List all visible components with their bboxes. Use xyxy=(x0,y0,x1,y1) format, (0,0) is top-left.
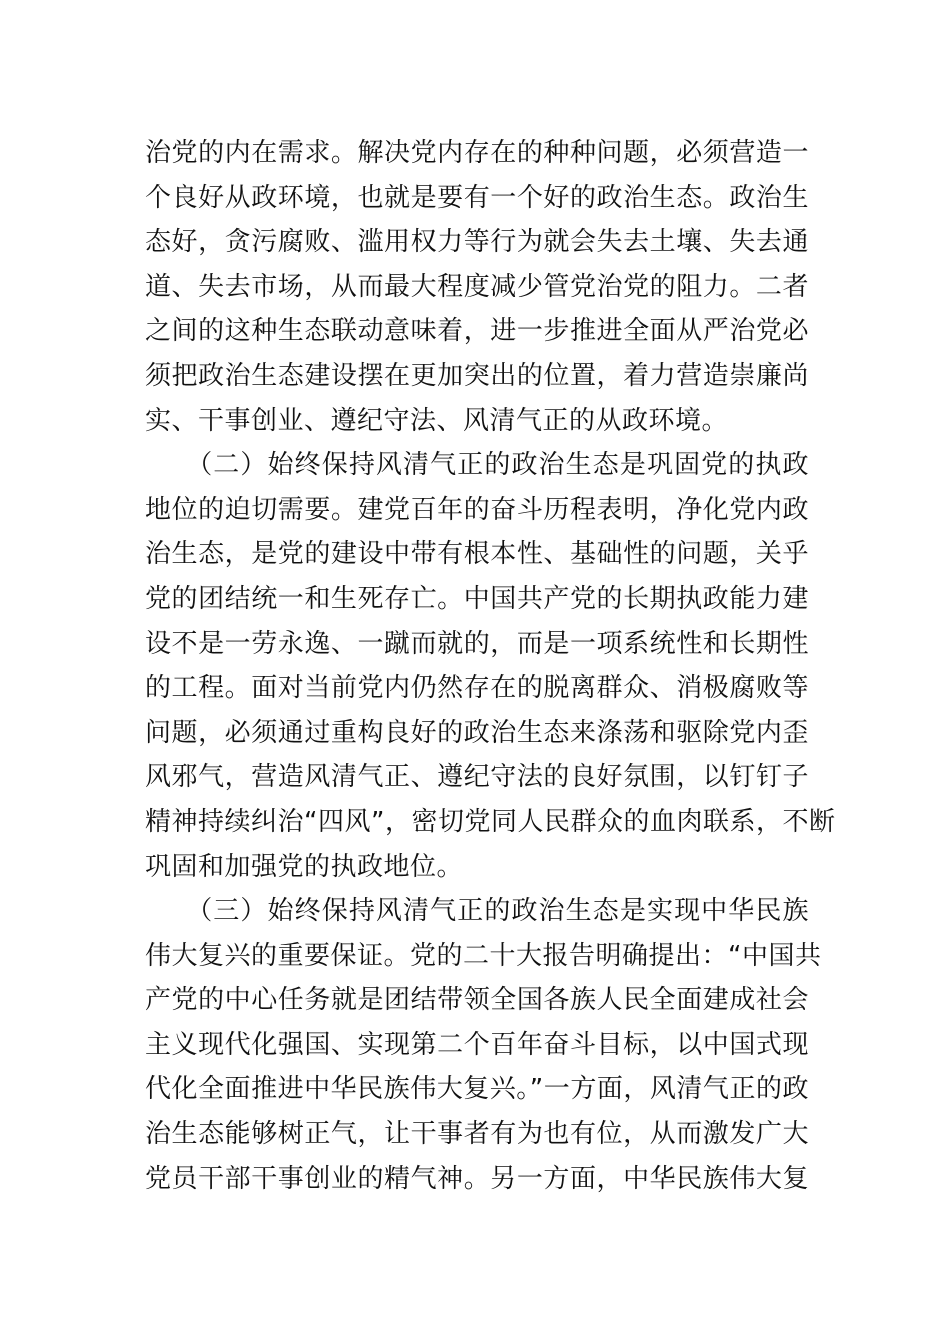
section-heading-line: （二）始终保持风清气正的政治生态是巩固党的执政 xyxy=(145,450,809,481)
text-line: 党员干部干事创业的精气神。另一方面，中华民族伟大复 xyxy=(145,1163,809,1194)
text-line: 主义现代化强国、实现第二个百年奋斗目标，以中国式现 xyxy=(145,1029,809,1060)
paragraph-end-line: 巩固和加强党的执政地位。 xyxy=(145,851,464,882)
text-line: 个良好从政环境，也就是要有一个好的政治生态。政治生 xyxy=(145,182,809,213)
text-line: 问题，必须通过重构良好的政治生态来涤荡和驱除党内歪 xyxy=(145,717,809,748)
text-line: 产党的中心任务就是团结带领全国各族人民全面建成社会 xyxy=(145,985,809,1016)
text-line: 党的团结统一和生死存亡。中国共产党的长期执政能力建 xyxy=(145,583,809,614)
section-heading-line: （三）始终保持风清气正的政治生态是实现中华民族 xyxy=(145,896,809,927)
text-line: 道、失去市场，从而最大程度减少管党治党的阻力。二者 xyxy=(145,271,809,302)
text-line: 治生态能够树正气，让干事者有为也有位，从而激发广大 xyxy=(145,1119,809,1150)
text-line: 态好，贪污腐败、滥用权力等行为就会失去土壤、失去通 xyxy=(145,227,809,258)
body-text xyxy=(145,131,836,1201)
text-line: 须把政治生态建设摆在更加突出的位置，着力营造崇廉尚 xyxy=(145,360,809,391)
text-line: 的工程。面对当前党内仍然存在的脱离群众、消极腐败等 xyxy=(145,673,809,704)
text-line: 风邪气，营造风清气正、遵纪守法的良好氛围，以钉钉子 xyxy=(145,762,809,793)
text-line: 治生态，是党的建设中带有根本性、基础性的问题，关乎 xyxy=(145,539,809,570)
text-line: 代化全面推进中华民族伟大复兴。”一方面，风清气正的政 xyxy=(145,1074,809,1105)
paragraph-end-line: 实、干事创业、遵纪守法、风清气正的从政环境。 xyxy=(145,405,729,436)
text-line: 治党的内在需求。解决党内存在的种种问题，必须营造一 xyxy=(145,138,809,168)
text-line: 地位的迫切需要。建党百年的奋斗历程表明，净化党内政 xyxy=(145,494,809,525)
text-line: 设不是一劳永逸、一蹴而就的，而是一项系统性和长期性 xyxy=(145,628,809,659)
text-line: 伟大复兴的重要保证。党的二十大报告明确提出：“中国共 xyxy=(145,940,822,971)
text-line: 之间的这种生态联动意味着，进一步推进全面从严治党必 xyxy=(145,316,809,347)
text-line: 精神持续纠治“四风”，密切党同人民群众的血肉联系，不断 xyxy=(145,806,836,837)
